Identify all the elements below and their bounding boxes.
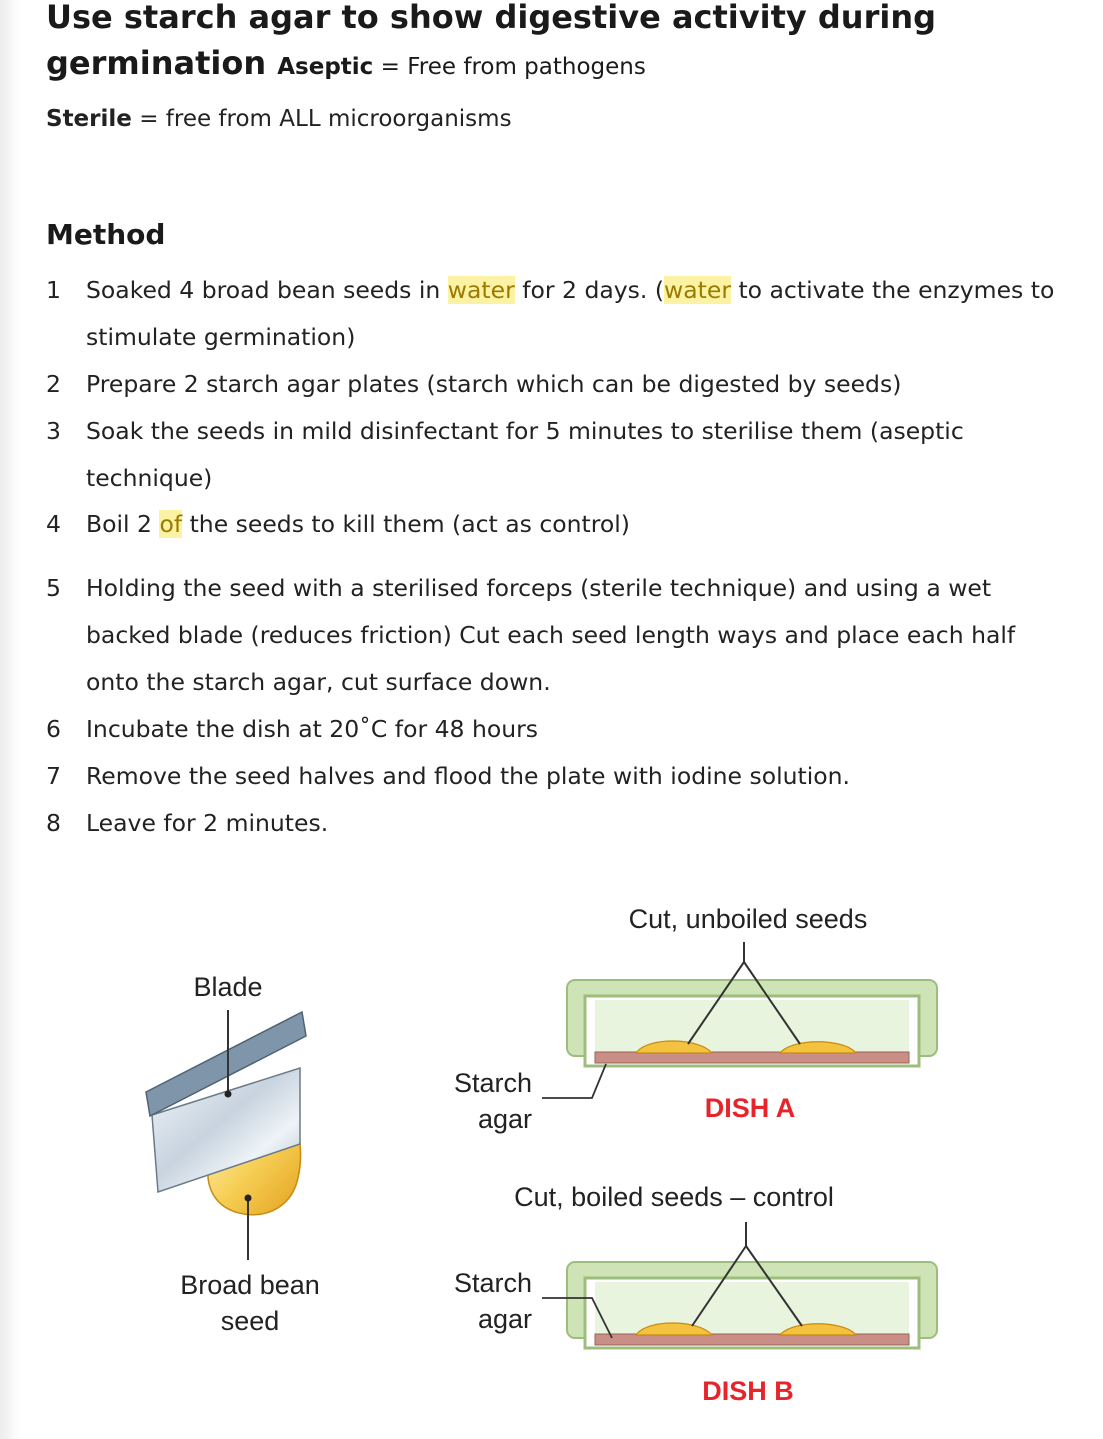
title-text: Use starch agar to show digestive activity during germination [46, 0, 937, 82]
highlighted-word: of [159, 510, 183, 538]
dish-a-title: Cut, unboiled seeds [628, 904, 868, 934]
dish-a-name: DISH A [704, 1093, 796, 1123]
dish-a-interior [595, 1000, 909, 1052]
dish-b-agar-label-line1: Starch [453, 1268, 532, 1298]
seed-label-line1: Broad bean [180, 1270, 320, 1300]
dish-b [454, 1182, 937, 1406]
step-text: Holding the seed with a sterilised forceps (sterile technique) and using a wet backed blade (reduces friction) Cut each seed length ways and place each half onto the starch agar, cut surface down. [86, 574, 1016, 696]
step-number: 4 [46, 510, 61, 538]
step-text: Soak the seeds in mild disinfectant for 5 minutes to sterilise them (aseptic technique) [86, 417, 964, 492]
sterile-term: Sterile [46, 106, 132, 132]
dish-a-agar-label-line2: agar [477, 1104, 532, 1134]
step-text-part: to activate the enzymes to stimulate germination) [86, 276, 1055, 351]
method-heading: Method [46, 218, 166, 251]
blade-pointer-dot [225, 1091, 232, 1098]
dish-b-agar-label-line2: agar [477, 1304, 532, 1334]
step-text: Prepare 2 starch agar plates (starch which can be digested by seeds) [86, 370, 902, 398]
seed-label-line2: seed [220, 1306, 280, 1336]
step-text-part: the seeds to kill them (act as control) [182, 510, 630, 538]
step-number: 7 [46, 762, 61, 790]
dish-b-name: DISH B [702, 1376, 794, 1406]
dish-b-interior [595, 1282, 909, 1334]
step-text: Incubate the dish at 20˚C for 48 hours [86, 715, 539, 743]
step-text: Leave for 2 minutes. [86, 809, 329, 837]
dish-a-starch-agar [595, 1052, 909, 1063]
step-text: Remove the seed halves and flood the plate with iodine solution. [86, 762, 851, 790]
step-number: 1 [46, 276, 61, 304]
step-number: 8 [46, 809, 61, 837]
step-number: 5 [46, 574, 61, 602]
blade-seed-illustration [146, 972, 320, 1336]
highlighted-word: water [447, 276, 515, 304]
step-text-part: Boil 2 [86, 510, 160, 538]
seed-pointer-dot [245, 1195, 252, 1202]
step-number: 2 [46, 370, 61, 398]
dish-a [454, 904, 937, 1134]
dish-b-starch-agar [595, 1334, 909, 1345]
step-text-part: Soaked 4 broad bean seeds in [86, 276, 448, 304]
dish-b-title: Cut, boiled seeds – control [514, 1182, 834, 1212]
dish-a-agar-label-line1: Starch [453, 1068, 532, 1098]
step-number: 3 [46, 417, 61, 445]
aseptic-term: Aseptic [277, 54, 374, 80]
highlighted-word: water [664, 276, 731, 304]
step-number: 6 [46, 715, 61, 743]
step-text-part: for 2 days. ( [514, 276, 665, 304]
blade-label: Blade [193, 972, 263, 1002]
sterile-def-text: = free from ALL microorganisms [139, 106, 512, 132]
aseptic-def-text: = Free from pathogens [380, 54, 646, 80]
dish-a-agar-pointer [542, 1064, 606, 1098]
